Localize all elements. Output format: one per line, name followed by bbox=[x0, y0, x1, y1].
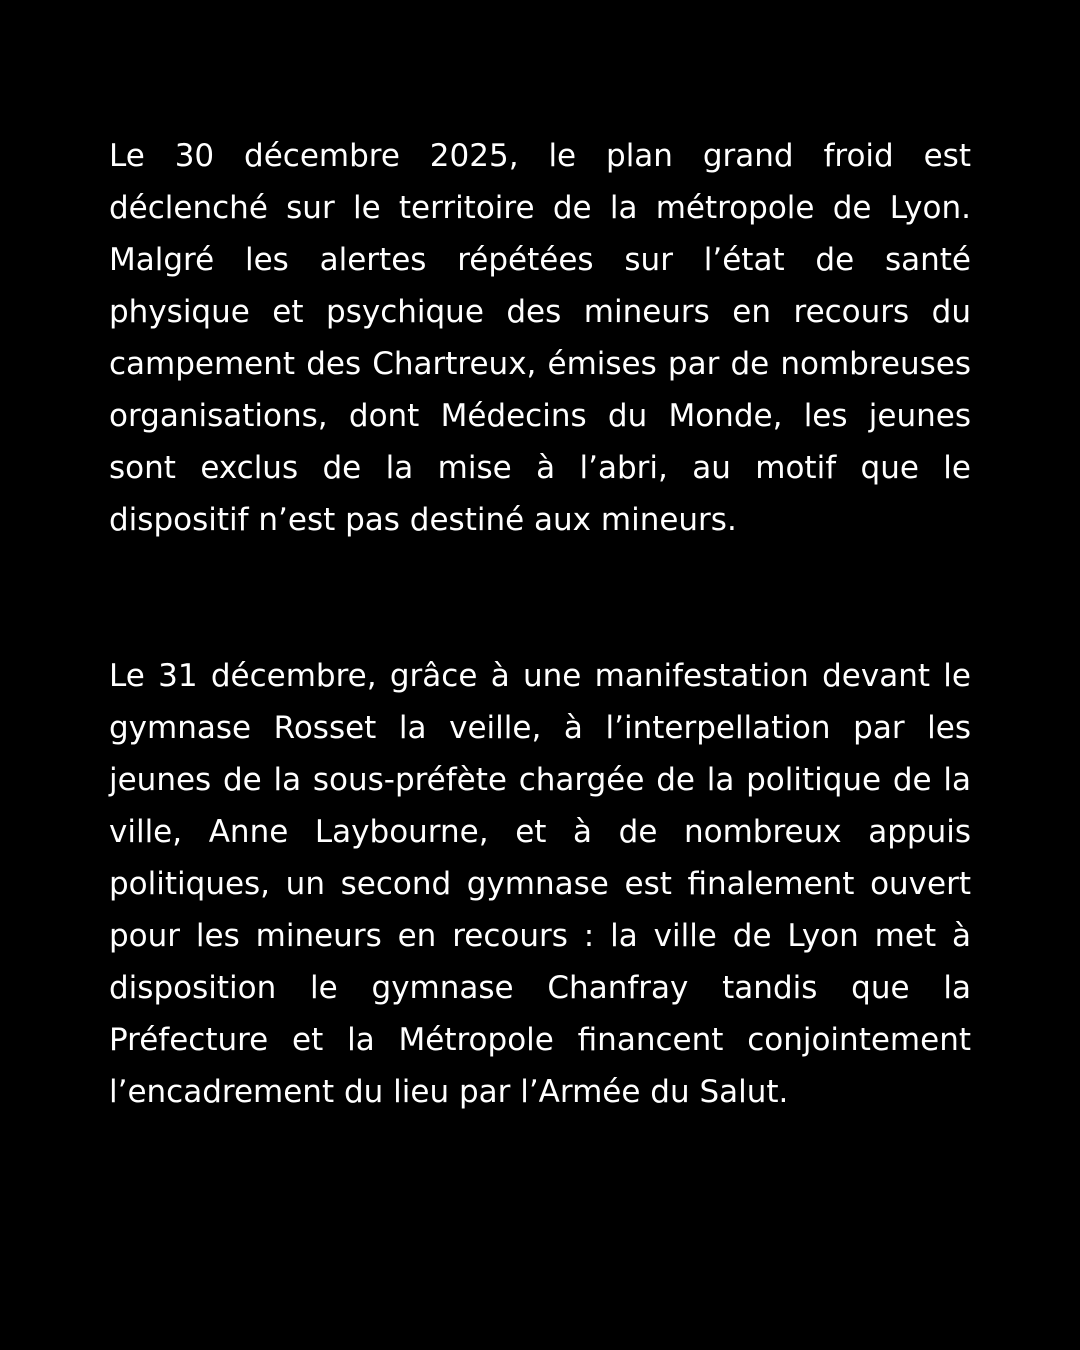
paragraph-plan-grand-froid: Le 30 décembre 2025, le plan grand froid est déclenché sur le territoire de la métropole de Lyon. Malgré les alertes répétées sur l’état de santé physique et psychique des mineurs en recours du campement des Chartreux, émises par de nombreuses organisations, dont Médecins du Monde, les jeunes sont exclus de la mise à l’abri, au motif que le dispositif n’est pas destiné aux mineurs. bbox=[109, 138, 971, 538]
paragraph-gymnase-ouvert: Le 31 décembre, grâce à une manifestation devant le gymnase Rosset la veille, à l’interpellation par les jeunes de la sous-préfète chargée de la politique de la ville, Anne Laybourne, et à de nombreux appuis politiques, un second gymnase est finalement ouvert pour les mineurs en recours : la ville de Lyon met à disposition le gymnase Chanfray tandis que la Préfecture et la Métropole financent conjointement l’encadrement du lieu par l’Armée du Salut. bbox=[109, 658, 971, 1110]
